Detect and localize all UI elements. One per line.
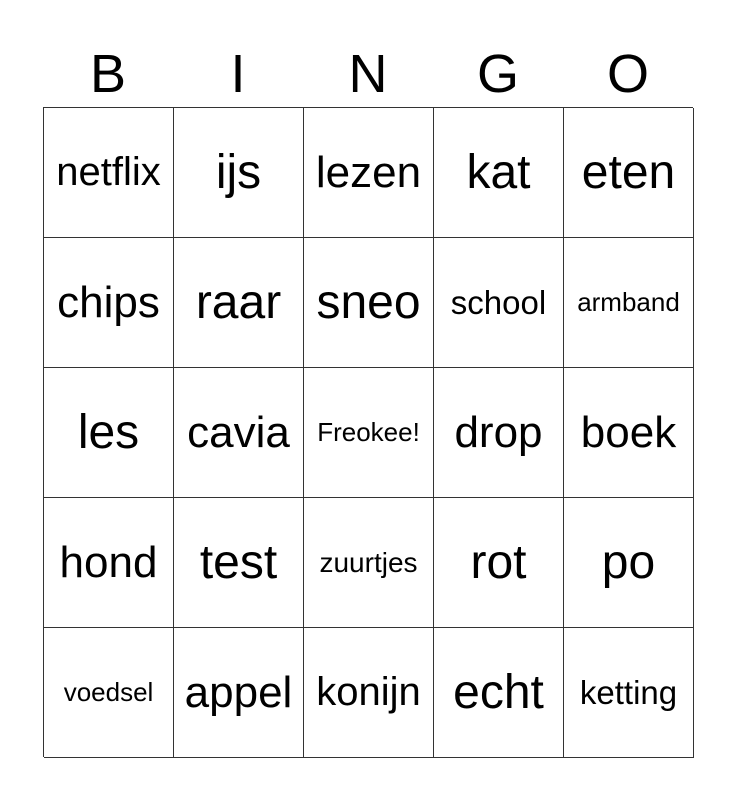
bingo-cell[interactable]: rot xyxy=(434,498,564,628)
bingo-cell[interactable]: boek xyxy=(564,368,694,498)
free-space-cell[interactable]: Freokee! xyxy=(304,368,434,498)
bingo-cell[interactable]: kat xyxy=(434,108,564,238)
bingo-cell[interactable]: test xyxy=(174,498,304,628)
bingo-cell[interactable]: armband xyxy=(564,238,694,368)
bingo-cell[interactable]: chips xyxy=(44,238,174,368)
header-letter-i: I xyxy=(230,44,246,104)
bingo-cell[interactable]: cavia xyxy=(174,368,304,498)
bingo-cell[interactable]: eten xyxy=(564,108,694,238)
header-letter-g: G xyxy=(476,44,519,104)
bingo-cell[interactable]: po xyxy=(564,498,694,628)
bingo-cell[interactable]: konijn xyxy=(304,628,434,758)
bingo-cell[interactable]: echt xyxy=(434,628,564,758)
bingo-cell[interactable]: ketting xyxy=(564,628,694,758)
bingo-cell[interactable]: zuurtjes xyxy=(304,498,434,628)
bingo-cell[interactable]: raar xyxy=(174,238,304,368)
header-letter-n: N xyxy=(348,44,388,104)
header-letter-b: B xyxy=(89,44,127,104)
bingo-header xyxy=(43,42,693,106)
bingo-cell[interactable]: ijs xyxy=(174,108,304,238)
bingo-cell[interactable]: drop xyxy=(434,368,564,498)
bingo-cell[interactable]: appel xyxy=(174,628,304,758)
header-letter-o: O xyxy=(606,44,649,104)
bingo-cell[interactable]: sneo xyxy=(304,238,434,368)
bingo-board xyxy=(43,107,693,757)
bingo-cell[interactable]: lezen xyxy=(304,108,434,238)
bingo-cell[interactable]: hond xyxy=(44,498,174,628)
bingo-cell[interactable]: voedsel xyxy=(44,628,174,758)
bingo-cell[interactable]: netflix xyxy=(44,108,174,238)
bingo-cell[interactable]: les xyxy=(44,368,174,498)
bingo-cell[interactable]: school xyxy=(434,238,564,368)
